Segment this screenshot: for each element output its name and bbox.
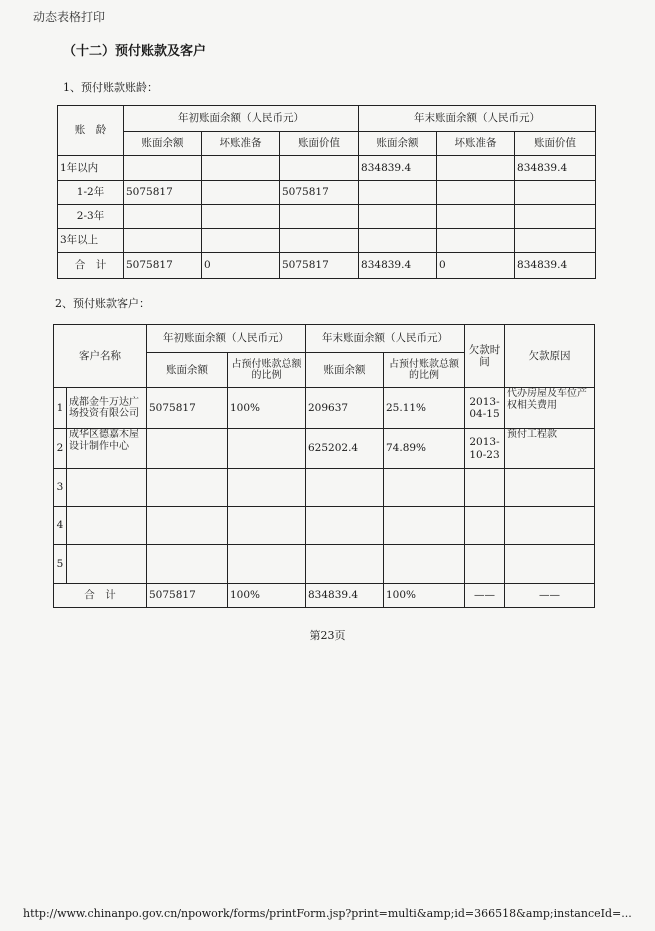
table-row	[54, 545, 595, 584]
debt-reason: 代办房屋及车位产权相关费用	[505, 388, 595, 429]
table-row	[54, 429, 595, 469]
cell	[228, 507, 306, 545]
group-begin-header: 年初账面余额（人民币元）	[147, 325, 306, 353]
row-number: 5	[54, 545, 67, 584]
group-begin-header: 年初账面余额（人民币元）	[124, 106, 359, 132]
row-label: 3年以上	[58, 229, 124, 253]
row-label: 1年以内	[58, 156, 124, 181]
cell	[515, 181, 596, 205]
cell	[124, 205, 202, 229]
debt-reason	[505, 507, 595, 545]
debt-reason	[505, 469, 595, 507]
customer-name	[67, 507, 147, 545]
col-header: 账面余额	[147, 353, 228, 388]
row-label: 2-3年	[58, 205, 124, 229]
footer-url: http://www.chinanpo.gov.cn/npowork/forms/printForm.jsp?print=multi&amp;id=366518&amp;instanceId=...	[23, 907, 632, 920]
debt-time	[465, 545, 505, 584]
cell	[306, 507, 384, 545]
cell	[306, 469, 384, 507]
cell: 5075817	[280, 253, 359, 279]
cell	[280, 205, 359, 229]
age-header: 账 龄	[58, 106, 124, 156]
cell: 834839.4	[515, 156, 596, 181]
col-header: 坏账准备	[202, 132, 280, 156]
cell	[147, 545, 228, 584]
debt-time-header: 欠款时间	[465, 325, 505, 388]
cell	[359, 229, 437, 253]
total-row	[58, 253, 596, 279]
cell: 0	[202, 253, 280, 279]
table-row	[54, 388, 595, 429]
page-number: 第23页	[309, 629, 346, 642]
cell	[384, 469, 465, 507]
cell: 74.89%	[384, 429, 465, 469]
col-header: 账面余额	[306, 353, 384, 388]
group-end-header: 年末账面余额（人民币元）	[306, 325, 465, 353]
cell: 0	[437, 253, 515, 279]
cell: 25.11%	[384, 388, 465, 429]
col-header: 账面余额	[359, 132, 437, 156]
cell	[147, 469, 228, 507]
print-header: 动态表格打印	[33, 10, 106, 24]
customer-name	[67, 545, 147, 584]
total-label: 合 计	[54, 584, 147, 608]
row-number: 1	[54, 388, 67, 429]
col-header: 占预付账款总额的比例	[228, 353, 306, 388]
row-number: 4	[54, 507, 67, 545]
cell: 5075817	[280, 181, 359, 205]
row-label: 合 计	[58, 253, 124, 279]
debt-time	[465, 507, 505, 545]
cell	[306, 545, 384, 584]
col-header: 账面价值	[280, 132, 359, 156]
cell	[147, 429, 228, 469]
table-row	[54, 507, 595, 545]
cell	[202, 181, 280, 205]
table-row	[58, 205, 596, 229]
cell	[280, 156, 359, 181]
cell	[359, 205, 437, 229]
table2-subtitle: 2、预付账款客户：	[55, 297, 150, 310]
col-header: 账面价值	[515, 132, 596, 156]
cell	[437, 156, 515, 181]
cell: 100%	[228, 388, 306, 429]
cell	[147, 507, 228, 545]
cell	[124, 229, 202, 253]
cell	[202, 156, 280, 181]
section-title: （十二）预付账款及客户	[63, 44, 207, 59]
debt-time: 2013-10-23	[465, 429, 505, 469]
debt-reason: ——	[505, 584, 595, 608]
customer-name	[67, 469, 147, 507]
cell	[437, 181, 515, 205]
cell	[228, 429, 306, 469]
debt-time: ——	[465, 584, 505, 608]
reason-header: 欠款原因	[505, 325, 595, 388]
table-row	[58, 156, 596, 181]
cell: 5075817	[147, 388, 228, 429]
cell: 625202.4	[306, 429, 384, 469]
cell	[515, 229, 596, 253]
cell	[124, 156, 202, 181]
cell: 5075817	[124, 253, 202, 279]
cell	[202, 229, 280, 253]
table-row	[58, 181, 596, 205]
table-row	[54, 469, 595, 507]
col-header: 账面余额	[124, 132, 202, 156]
group-end-header: 年末账面余额（人民币元）	[359, 106, 596, 132]
col-header: 占预付账款总额的比例	[384, 353, 465, 388]
total-row	[54, 584, 595, 608]
customer-name: 成华区德嘉木屋设计制作中心	[67, 429, 147, 469]
customer-header: 客户名称	[54, 325, 147, 388]
cell	[202, 205, 280, 229]
cell: 100%	[228, 584, 306, 608]
cell: 834839.4	[306, 584, 384, 608]
customer-name: 成都金牛万达广场投资有限公司	[67, 388, 147, 429]
cell: 100%	[384, 584, 465, 608]
table1-subtitle: 1、预付账款账龄：	[63, 81, 158, 94]
cell	[228, 545, 306, 584]
cell: 834839.4	[515, 253, 596, 279]
cell: 209637	[306, 388, 384, 429]
prepayment-aging-table	[57, 105, 596, 279]
prepayment-customer-table	[53, 324, 595, 608]
row-number: 3	[54, 469, 67, 507]
cell: 5075817	[147, 584, 228, 608]
cell	[280, 229, 359, 253]
row-label: 1-2年	[58, 181, 124, 205]
debt-time	[465, 469, 505, 507]
cell	[359, 181, 437, 205]
row-number: 2	[54, 429, 67, 469]
cell: 5075817	[124, 181, 202, 205]
col-header: 坏账准备	[437, 132, 515, 156]
cell: 834839.4	[359, 253, 437, 279]
debt-reason: 预付工程款	[505, 429, 595, 469]
debt-reason	[505, 545, 595, 584]
cell	[384, 545, 465, 584]
table-row	[58, 229, 596, 253]
cell: 834839.4	[359, 156, 437, 181]
cell	[384, 507, 465, 545]
cell	[515, 205, 596, 229]
debt-time: 2013-04-15	[465, 388, 505, 429]
cell	[437, 205, 515, 229]
cell	[437, 229, 515, 253]
cell	[228, 469, 306, 507]
